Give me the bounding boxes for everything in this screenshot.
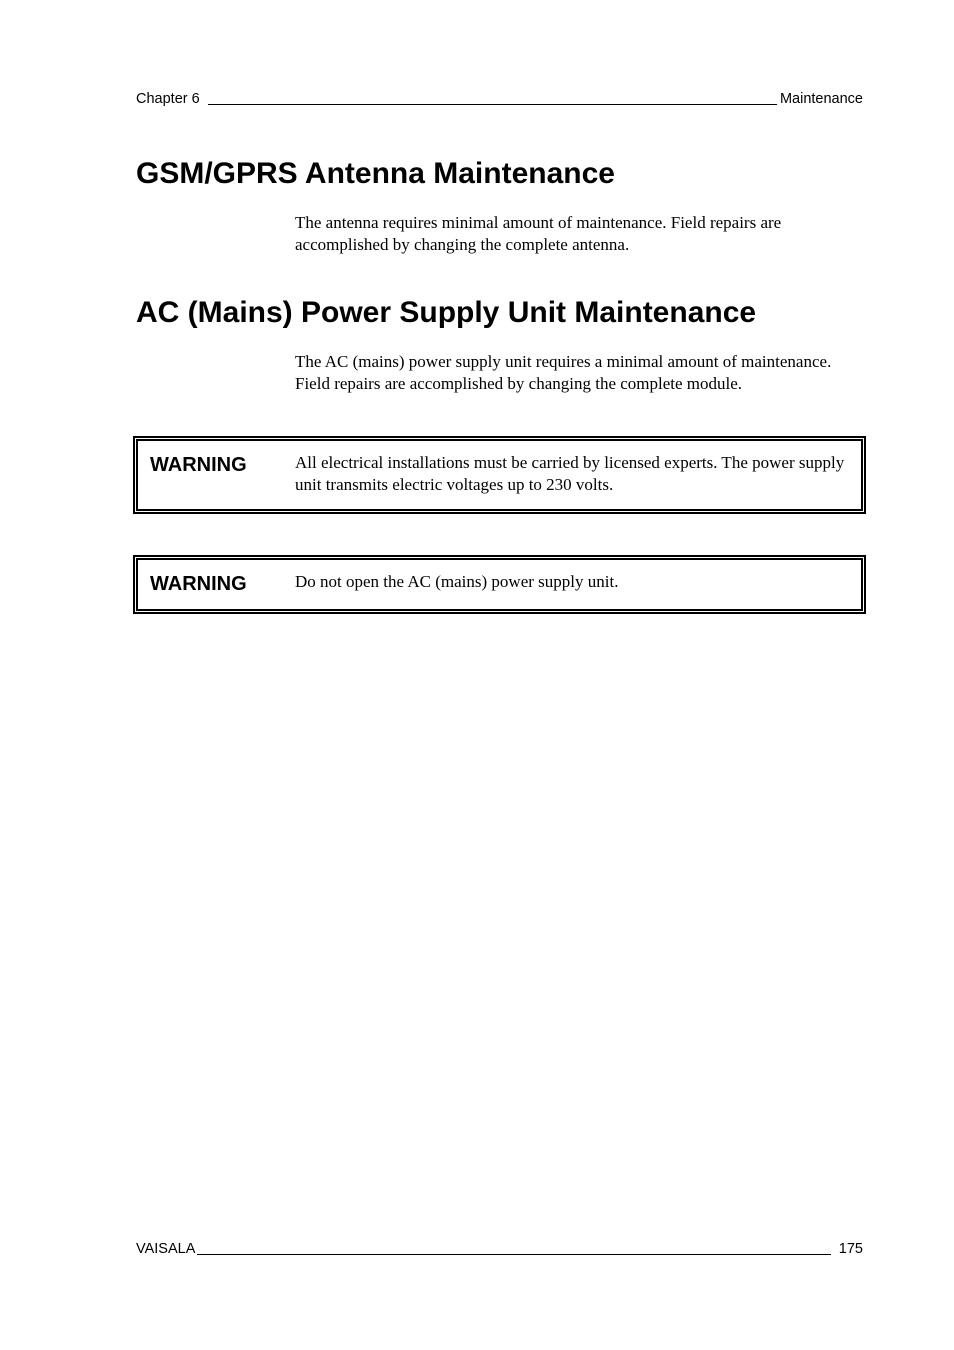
header-section: Maintenance xyxy=(779,91,863,107)
warning-label: WARNING xyxy=(150,573,247,595)
warning-text: All electrical installations must be carried by licensed experts. The power supply unit transmits electric voltages up to 230 volts. xyxy=(295,453,845,494)
warning-text: Do not open the AC (mains) power supply unit. xyxy=(295,572,619,591)
page-footer xyxy=(136,1241,863,1258)
footer-company: VAISALA xyxy=(136,1241,196,1257)
header-chapter: Chapter 6 xyxy=(136,91,200,107)
section-title-ac-power-supply: AC (Mains) Power Supply Unit Maintenance xyxy=(136,296,757,329)
footer-rule xyxy=(197,1254,830,1255)
warning-label: WARNING xyxy=(150,454,247,476)
section-body-ac-power-supply: The AC (mains) power supply unit requires a minimal amount of maintenance. Field repairs are accomplished by changing the complete module. xyxy=(295,352,832,393)
section-body-gsm-antenna: The antenna requires minimal amount of maintenance. Field repairs are accomplished by changing the complete antenna. xyxy=(295,213,782,254)
section-title-gsm-antenna: GSM/GPRS Antenna Maintenance xyxy=(136,157,615,190)
page-header xyxy=(136,91,863,108)
page-number: 175 xyxy=(838,1241,863,1257)
warning-box xyxy=(133,555,866,614)
warning-box xyxy=(133,436,866,514)
header-rule xyxy=(208,104,777,105)
